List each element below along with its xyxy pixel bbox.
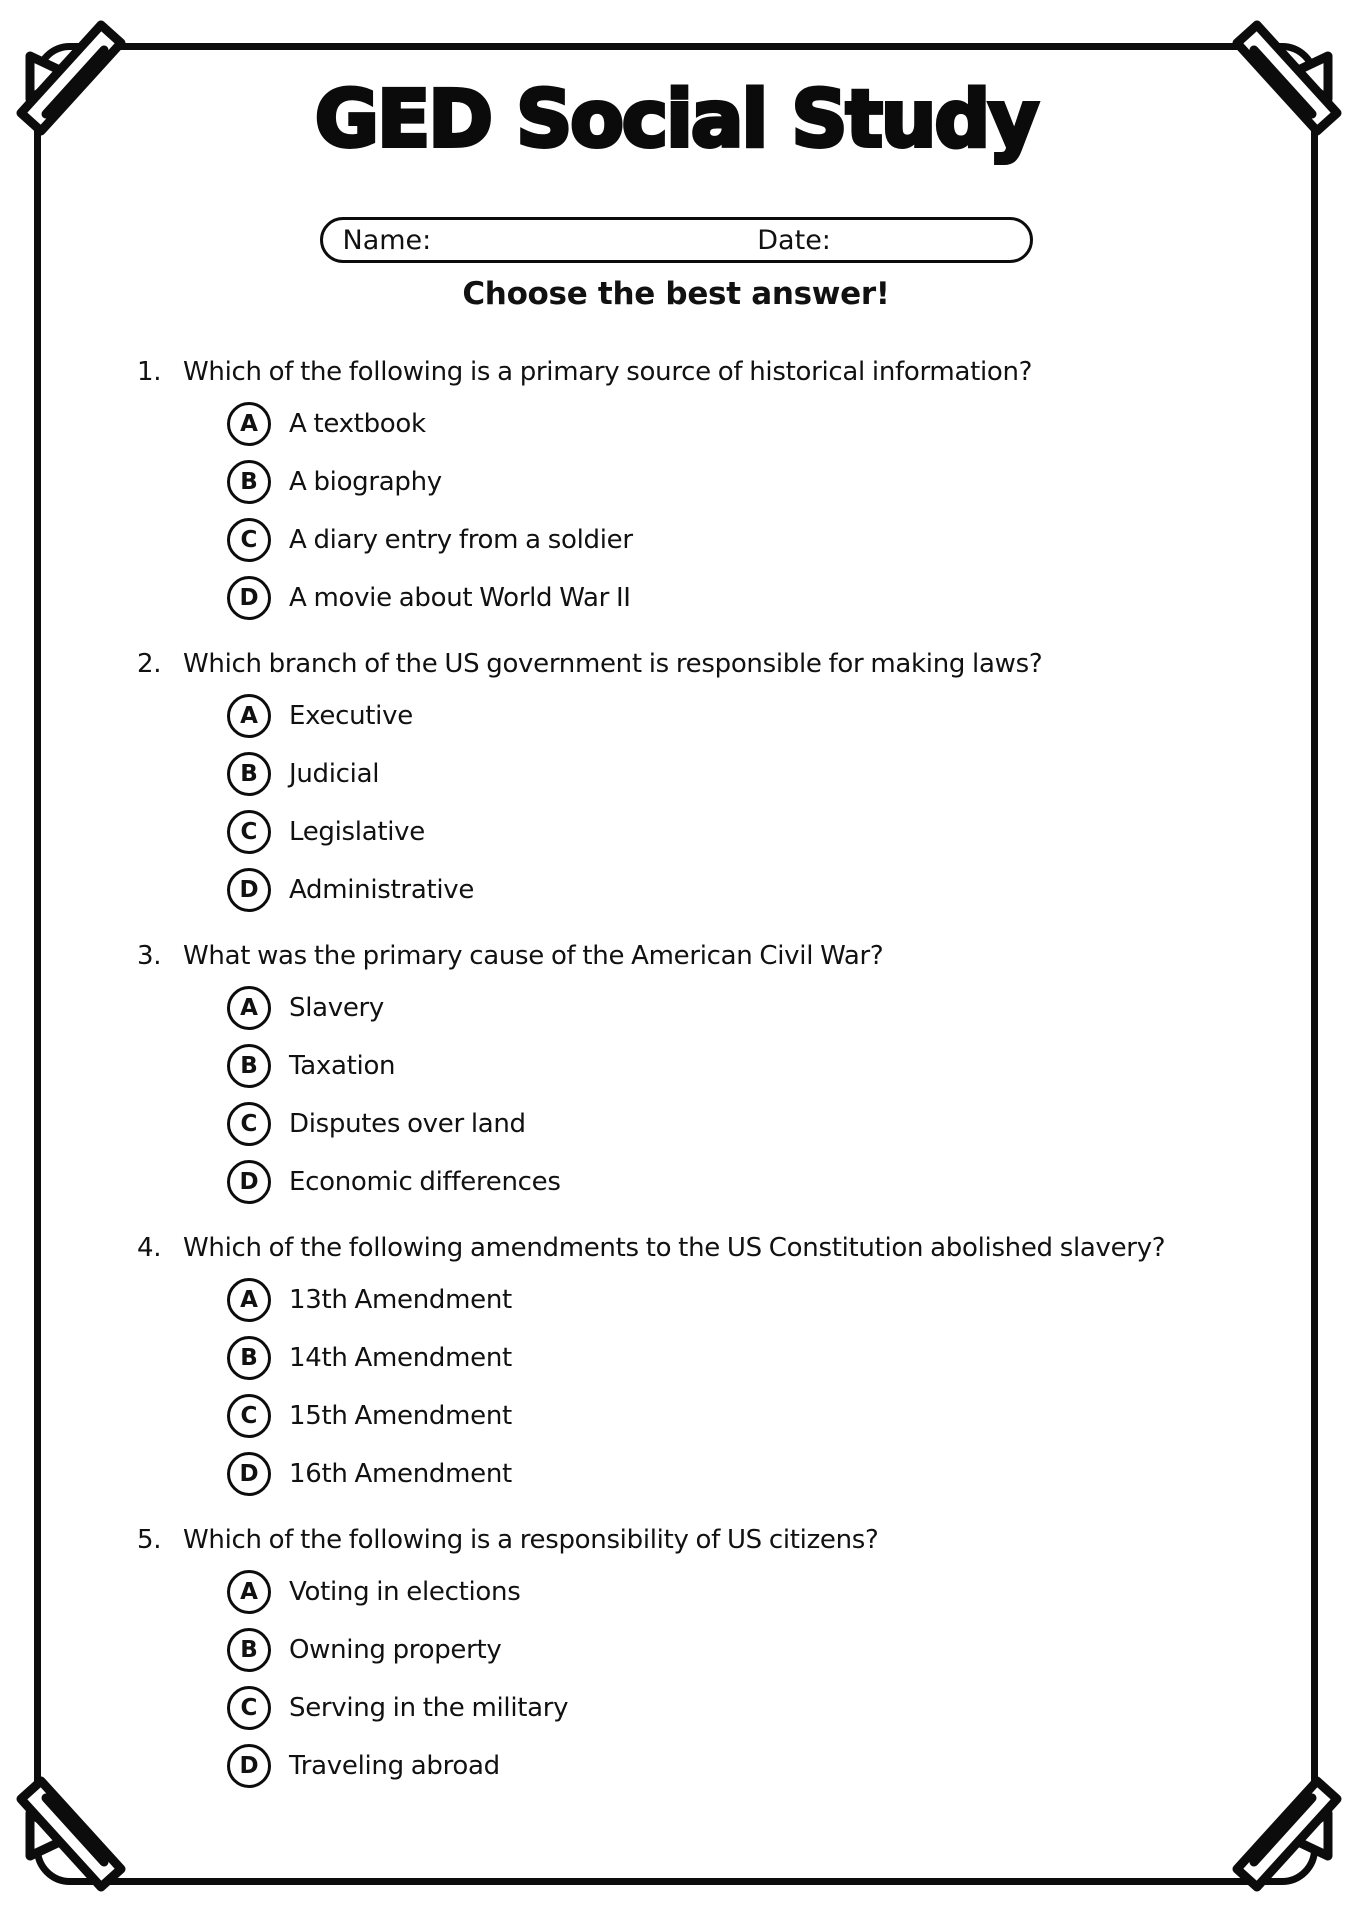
option-text: 16th Amendment (289, 1459, 512, 1489)
option-text: Taxation (289, 1051, 396, 1081)
answer-bubble-c[interactable]: C (227, 1686, 271, 1730)
answer-bubble-d[interactable]: D (227, 576, 271, 620)
answer-bubble-c[interactable]: C (227, 1102, 271, 1146)
option-text: A movie about World War II (289, 583, 631, 613)
page-title: GED Social Study (314, 75, 1038, 165)
option-text: Disputes over land (289, 1109, 526, 1139)
answer-bubble-c[interactable]: C (227, 810, 271, 854)
option-row (227, 1102, 1249, 1146)
instruction-text: Choose the best answer! (462, 276, 890, 312)
option-text: A textbook (289, 409, 426, 439)
option-row (227, 868, 1249, 912)
options-group (227, 986, 1249, 1204)
date-input-area[interactable] (831, 220, 1008, 260)
option-row (227, 402, 1249, 446)
options-group (227, 1278, 1249, 1496)
option-text: 14th Amendment (289, 1343, 512, 1373)
answer-bubble-a[interactable]: A (227, 694, 271, 738)
answer-bubble-b[interactable]: B (227, 1336, 271, 1380)
option-row (227, 810, 1249, 854)
question-number: 4. (137, 1233, 162, 1263)
option-row (227, 460, 1249, 504)
option-text: Serving in the military (289, 1693, 569, 1723)
option-row (227, 1744, 1249, 1788)
answer-bubble-b[interactable]: B (227, 752, 271, 796)
worksheet-content (37, 46, 1315, 1812)
answer-bubble-c[interactable]: C (227, 518, 271, 562)
question-4 (137, 1228, 1249, 1496)
option-row (227, 1278, 1249, 1322)
option-row (227, 1452, 1249, 1496)
question-text: 3. What was the primary cause of the American Civil War? (137, 936, 1249, 976)
option-row (227, 576, 1249, 620)
answer-bubble-a[interactable]: A (227, 402, 271, 446)
option-row (227, 986, 1249, 1030)
question-number: 5. (137, 1525, 162, 1555)
name-label: Name: (342, 224, 432, 256)
answer-bubble-d[interactable]: D (227, 1160, 271, 1204)
option-row (227, 1160, 1249, 1204)
answer-bubble-b[interactable]: B (227, 460, 271, 504)
question-5 (137, 1520, 1249, 1788)
option-row (227, 1628, 1249, 1672)
option-row (227, 1336, 1249, 1380)
name-date-field (320, 217, 1033, 263)
answer-bubble-d[interactable]: D (227, 1452, 271, 1496)
question-1 (137, 352, 1249, 620)
question-3 (137, 936, 1249, 1204)
answer-bubble-b[interactable]: B (227, 1044, 271, 1088)
option-text: Legislative (289, 817, 425, 847)
question-text: 2. Which branch of the US government is responsible for making laws? (137, 644, 1249, 684)
name-input-area[interactable] (431, 220, 757, 260)
answer-bubble-d[interactable]: D (227, 868, 271, 912)
option-row (227, 752, 1249, 796)
answer-bubble-a[interactable]: A (227, 1570, 271, 1614)
options-group (227, 402, 1249, 620)
option-row (227, 1686, 1249, 1730)
option-text: 13th Amendment (289, 1285, 512, 1315)
answer-bubble-d[interactable]: D (227, 1744, 271, 1788)
question-list (137, 352, 1249, 1788)
option-row (227, 1044, 1249, 1088)
answer-bubble-a[interactable]: A (227, 1278, 271, 1322)
question-text: 4. Which of the following amendments to the US Constitution abolished slavery? (137, 1228, 1249, 1268)
question-number: 3. (137, 941, 162, 971)
option-text: Administrative (289, 875, 475, 905)
option-text: Slavery (289, 993, 385, 1023)
option-row (227, 518, 1249, 562)
option-row (227, 694, 1249, 738)
question-text: 1. Which of the following is a primary source of historical information? (137, 352, 1249, 392)
options-group (227, 1570, 1249, 1788)
answer-bubble-b[interactable]: B (227, 1628, 271, 1672)
question-number: 1. (137, 357, 162, 387)
answer-bubble-c[interactable]: C (227, 1394, 271, 1438)
option-text: Judicial (289, 759, 380, 789)
option-text: Executive (289, 701, 413, 731)
option-row (227, 1570, 1249, 1614)
answer-bubble-a[interactable]: A (227, 986, 271, 1030)
option-text: Economic differences (289, 1167, 561, 1197)
question-number: 2. (137, 649, 162, 679)
question-text: 5. Which of the following is a responsibility of US citizens? (137, 1520, 1249, 1560)
option-text: 15th Amendment (289, 1401, 512, 1431)
option-text: Traveling abroad (289, 1751, 500, 1781)
date-label: Date: (757, 224, 831, 256)
option-text: Voting in elections (289, 1577, 521, 1607)
option-text: A biography (289, 467, 442, 497)
option-text: A diary entry from a soldier (289, 525, 633, 555)
options-group (227, 694, 1249, 912)
option-row (227, 1394, 1249, 1438)
option-text: Owning property (289, 1635, 502, 1665)
question-2 (137, 644, 1249, 912)
